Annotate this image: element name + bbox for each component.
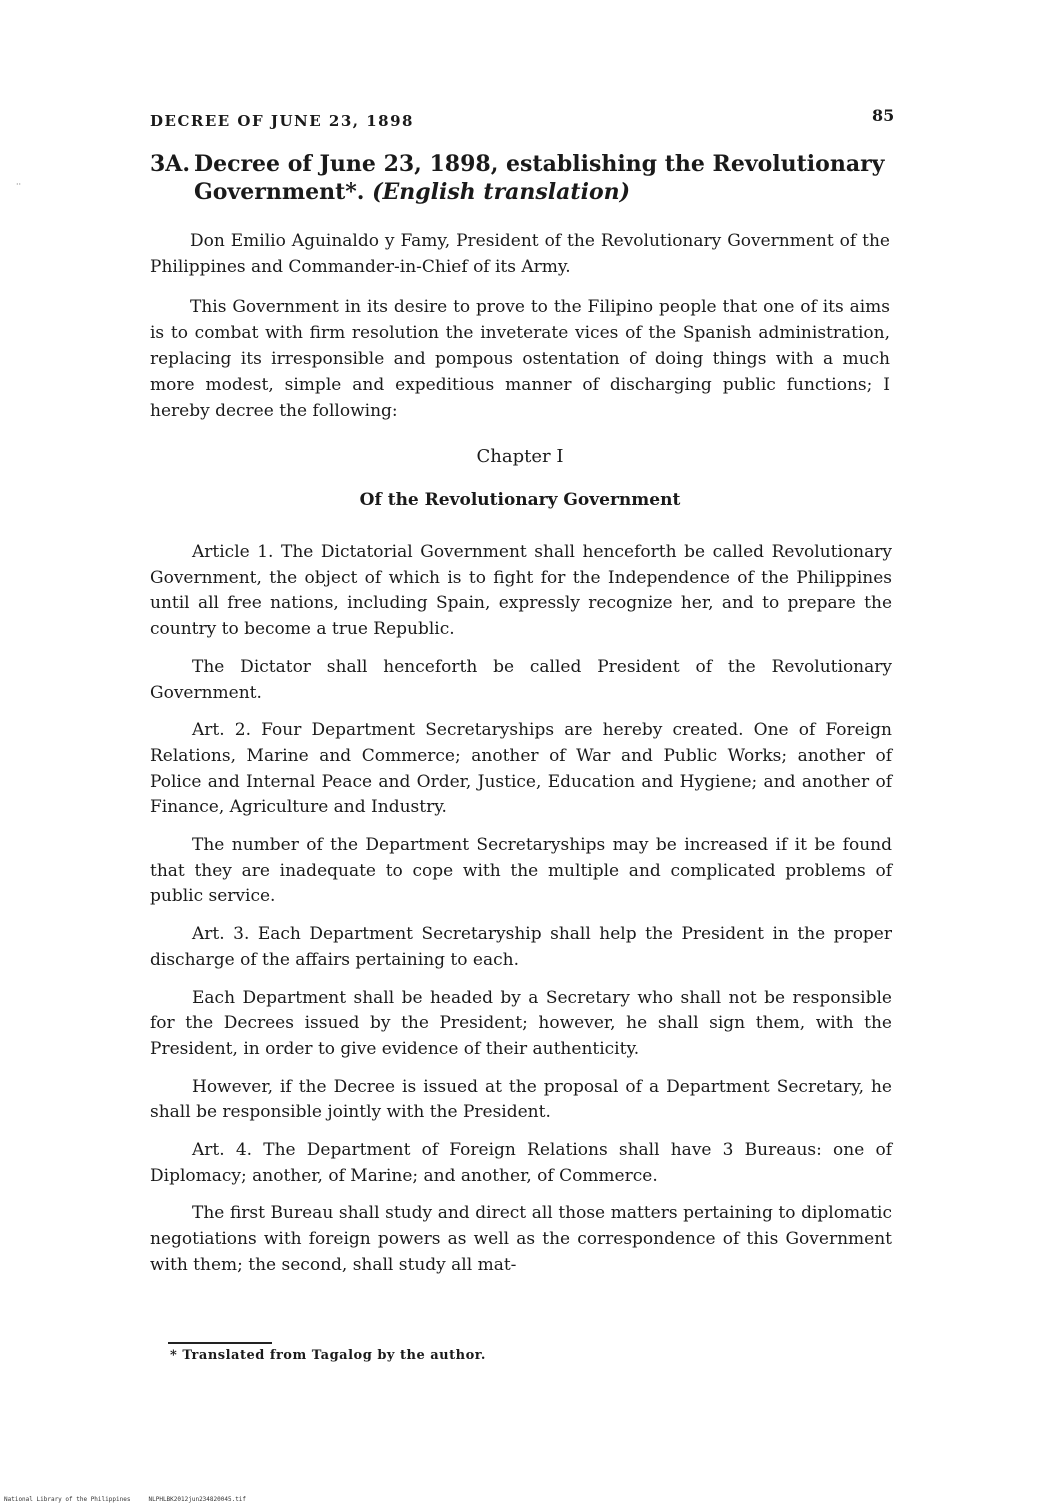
footnote: * Translated from Tagalog by the author. <box>170 1348 486 1363</box>
margin-mark: ·· <box>16 180 22 189</box>
running-head: DECREE OF JUNE 23, 1898 <box>150 112 414 130</box>
articles-section <box>150 540 892 1279</box>
article-3-para-3: However, if the Decree is issued at the proposal of a Department Secretary, he shall be responsible jointly with the President. <box>150 1076 892 1123</box>
footnote-rule <box>168 1342 272 1344</box>
article-4-para-2: The first Bureau shall study and direct all those matters pertaining to diplomatic negotiations with foreign powers as well as the correspondence of this Government with them; the second, shall study all mat- <box>150 1203 892 1275</box>
article-2: Art. 2. Four Department Secretaryships are hereby created. One of Foreign Relations, Marine and Commerce; another of War and Public Works; another of Police and Internal Peace and Order, Justice, Education and Hygiene; and another of Finance, Agriculture and Industry. <box>150 720 892 818</box>
document-title <box>150 150 890 206</box>
title-line-1: Decree of June 23, 1898, establishing the Revolutionary <box>194 151 885 177</box>
article-1: Article 1. The Dictatorial Government shall henceforth be called Revolutionary Government, the object of which is to fight for the Independence of the Philippines until all free nations, including Spain, expressly recognize her, and to prepare the country to become a true Republic. <box>150 542 892 640</box>
article-3-para-2: Each Department shall be headed by a Secretary who shall not be responsible for the Decrees issued by the President; however, he shall sign them, with the President, in order to give evidence of their authenticity. <box>150 987 892 1059</box>
title-number: 3A. <box>150 151 191 177</box>
title-line-2-plain: Government*. <box>194 179 365 205</box>
article-4: Art. 4. The Department of Foreign Relations shall have 3 Bureaus: one of Diplomacy; another, of Marine; and another, of Commerce. <box>150 1140 892 1186</box>
article-3: Art. 3. Each Department Secretaryship shall help the President in the proper discharge of the affairs pertaining to each. <box>150 924 892 970</box>
article-1-para-2: The Dictator shall henceforth be called President of the Revolutionary Government. <box>150 656 892 703</box>
intro-section <box>150 228 890 424</box>
article-2-para-2: The number of the Department Secretaryships may be increased if it be found that they are inadequate to cope with the multiple and complicated problems of public service. <box>150 835 892 907</box>
intro-paragraph-2: This Government in its desire to prove to the Filipino people that one of its aims is to combat with firm resolution the inveterate vices of the Spanish administration, replacing its irresponsible and pompous ostentation of doing things with a much more modest, simple and expeditious manner of discharging public functions; I hereby decree the following: <box>150 297 890 421</box>
page-number: 85 <box>872 106 895 125</box>
intro-paragraph-1: Don Emilio Aguinaldo y Famy, President of the Revolutionary Government of the Philippines and Commander-in-Chief of its Army. <box>150 231 890 277</box>
title-line-2-italic: (English translation) <box>372 179 631 205</box>
scan-footer: National Library of the Philippines NLPHLBK2012jun234820045.tif <box>4 1496 247 1503</box>
chapter-subheading: Of the Revolutionary Government <box>359 490 681 510</box>
title-line-2 <box>150 178 890 206</box>
chapter-heading: Chapter I <box>476 446 564 467</box>
